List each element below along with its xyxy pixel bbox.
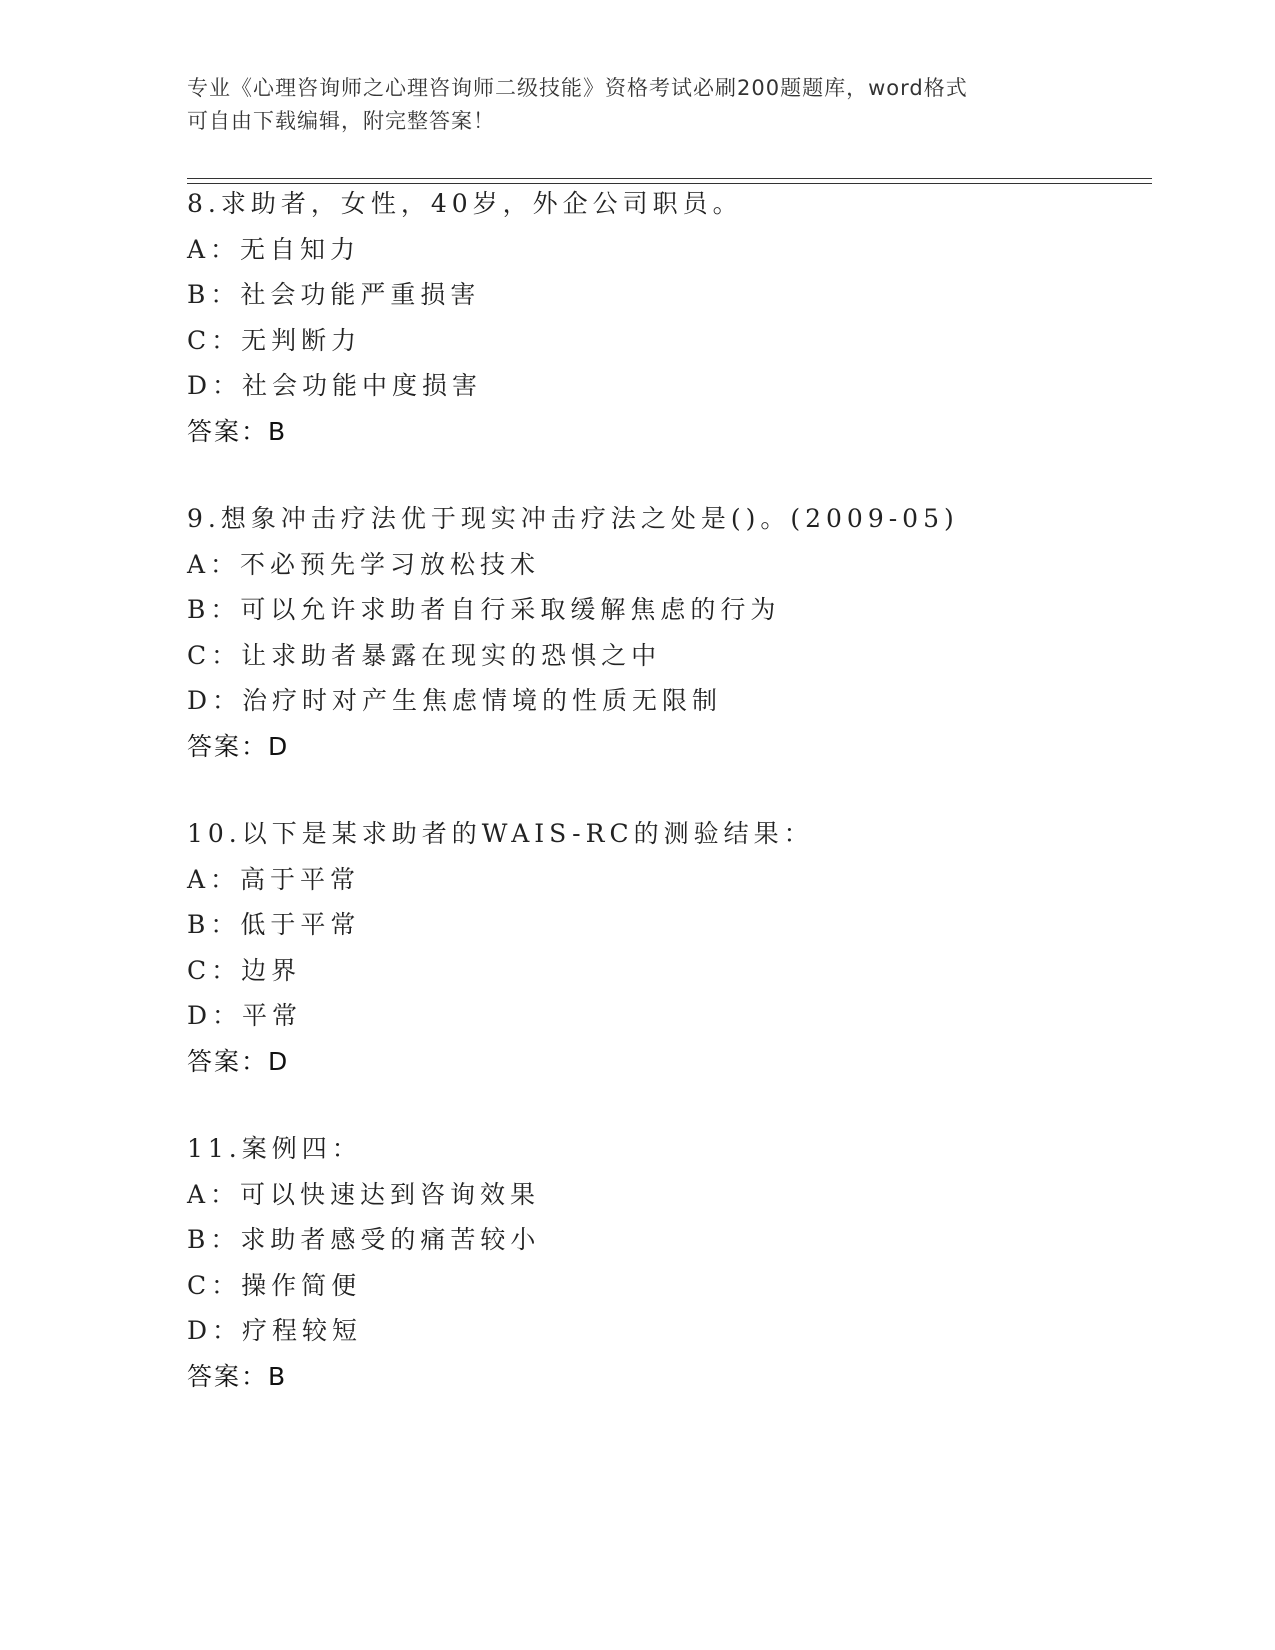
option-a: A：无自知力 <box>187 234 361 264</box>
question-stem: 9.想象冲击疗法优于现实冲击疗法之处是()。(2009-05) <box>187 504 959 533</box>
option-b: B：可以允许求助者自行采取缓解焦虑的行为 <box>187 595 781 624</box>
option-b: B：低于平常 <box>187 910 361 939</box>
option-d: D：疗程较短 <box>187 1316 363 1345</box>
answer-value: D <box>268 1046 288 1076</box>
answer-label: 答案： <box>187 731 269 761</box>
answer-value: B <box>268 416 286 446</box>
question-8 <box>187 181 1137 454</box>
option-c: C：边界 <box>187 955 302 985</box>
option-d: D：社会功能中度损害 <box>187 371 483 400</box>
option-a: A：不必预先学习放松技术 <box>187 549 541 579</box>
answer-value: D <box>268 731 288 761</box>
option-a: A：可以快速达到咨询效果 <box>187 1179 541 1209</box>
document-header <box>187 72 1087 138</box>
answer-label: 答案： <box>187 416 269 446</box>
question-10 <box>187 811 1137 1084</box>
answer-line <box>187 1354 1137 1400</box>
option-d: D：治疗时对产生焦虑情境的性质无限制 <box>187 686 723 715</box>
option-c: C：无判断力 <box>187 325 362 355</box>
answer-line <box>187 409 1137 455</box>
header-line-1: 专业《心理咨询师之心理咨询师二级技能》资格考试必刷200题题库，word格式 <box>187 76 968 100</box>
option-b: B：求助者感受的痛苦较小 <box>187 1225 541 1254</box>
answer-label: 答案： <box>187 1046 269 1076</box>
answer-line <box>187 724 1137 770</box>
header-line-2: 可自由下载编辑，附完整答案！ <box>187 109 495 133</box>
option-a: A：高于平常 <box>187 864 361 894</box>
option-d: D：平常 <box>187 1001 303 1030</box>
question-stem: 11.案例四： <box>187 1134 362 1163</box>
header-divider-top <box>187 178 1152 179</box>
answer-label: 答案： <box>187 1361 269 1391</box>
answer-line <box>187 1039 1137 1085</box>
option-c: C：让求助者暴露在现实的恐惧之中 <box>187 640 662 670</box>
question-11 <box>187 1126 1137 1399</box>
question-stem: 8.求助者，女性，40岁，外企公司职员。 <box>187 189 743 218</box>
option-c: C：操作简便 <box>187 1270 362 1300</box>
option-b: B：社会功能严重损害 <box>187 280 481 309</box>
answer-value: B <box>268 1361 286 1391</box>
question-9 <box>187 496 1137 769</box>
question-stem: 10.以下是某求助者的WAIS-RC的测验结果： <box>187 819 814 848</box>
